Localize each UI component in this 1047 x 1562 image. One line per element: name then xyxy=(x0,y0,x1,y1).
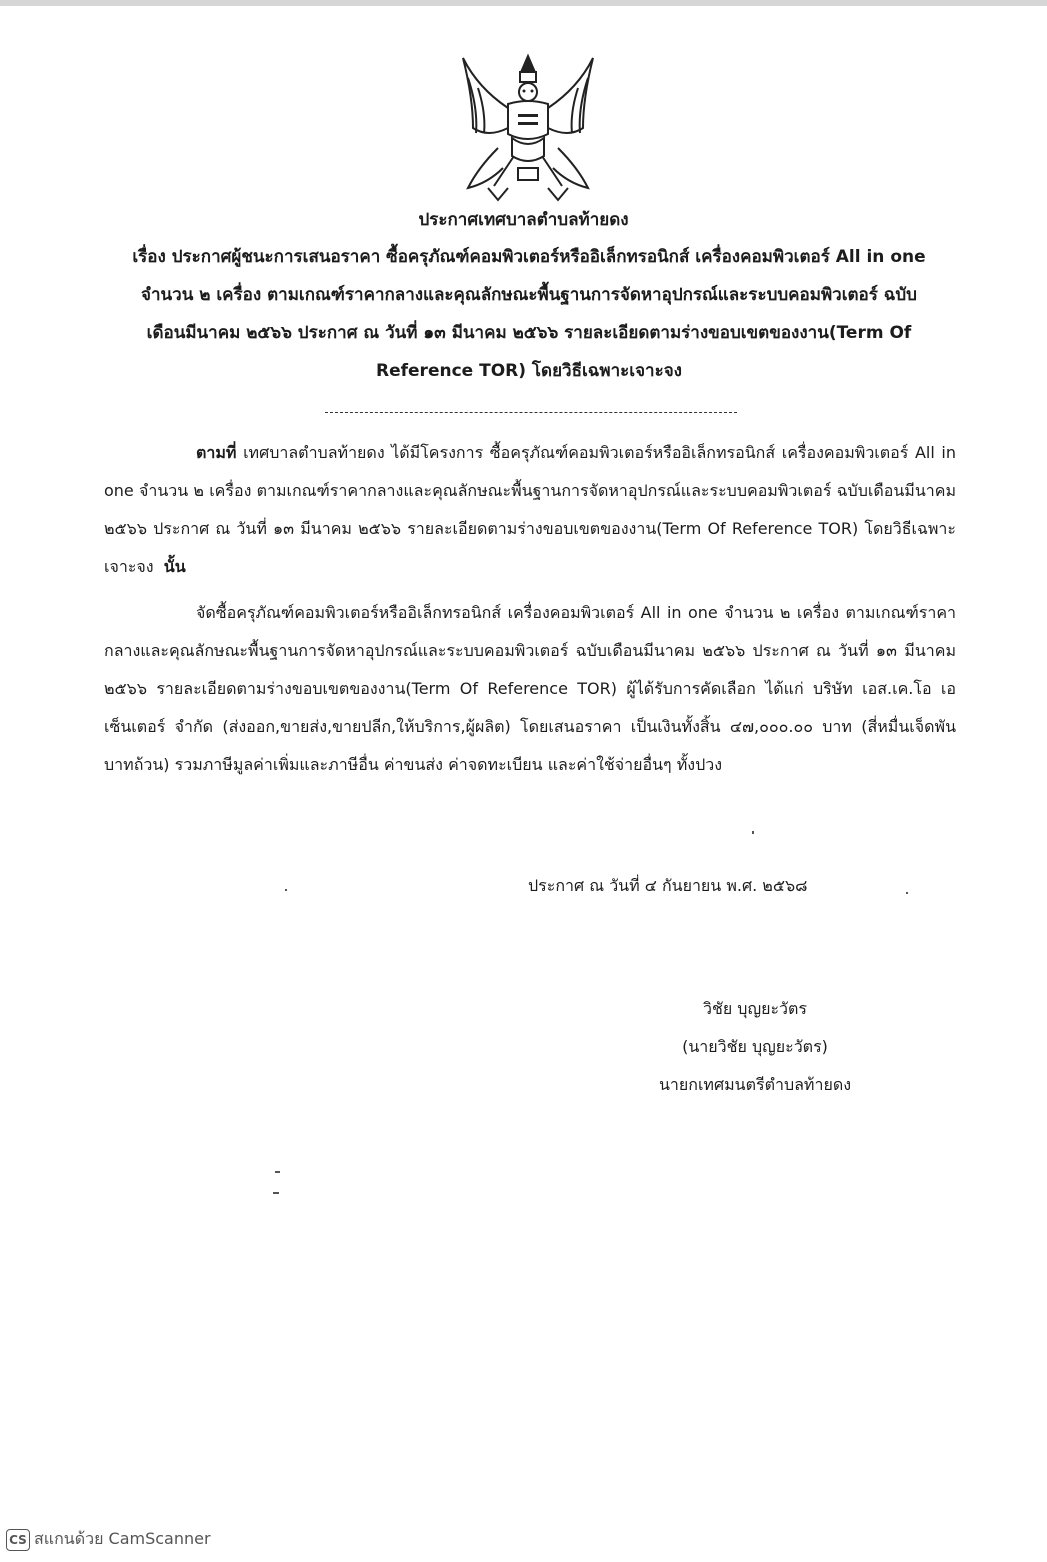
document-title: ประกาศเทศบาลตำบลท้ายดง xyxy=(418,210,629,230)
subject-line: เดือนมีนาคม ๒๕๖๖ ประกาศ ณ วันที่ ๑๓ มีนาคม ๒๕๖๖ รายละเอียดตามร่างขอบเขตของงาน(Term Of xyxy=(146,323,912,343)
subject-line: จำนวน ๒ เครื่อง ตามเกณฑ์ราคากลางและคุณลักษณะพื้นฐานการจัดหาอุปกรณ์และระบบคอมพิวเตอร์ ฉบับ xyxy=(141,285,917,305)
section-divider xyxy=(325,412,737,413)
printed-name: (นายวิชัย บุญยะวัตร) xyxy=(682,1037,828,1056)
camscanner-footer xyxy=(6,1527,211,1552)
garuda-emblem-icon xyxy=(448,48,608,206)
document-subject xyxy=(104,238,954,390)
paragraph-body: จัดซื้อครุภัณฑ์คอมพิวเตอร์หรืออิเล็กทรอนิกส์ เครื่องคอมพิวเตอร์ All in one จำนวน ๒ เครื่อง ตามเกณฑ์ราคากลางและคุณลักษณะพื้นฐานการจัดหาอุปกรณ์และระบบคอมพิวเตอร์ ฉบับเดือนมีนาคม ๒๕๖๖ ประกาศ ณ วันที่ ๑๓ มีนาคม ๒๕๖๖ รายละเอียดตามร่างขอบเขตของงาน(Term Of Reference TOR) ผู้ได้รับการคัดเลือก ได้แก่ บริษัท เอส.เค.โอ เอ เซ็นเตอร์ จำกัด (ส่งออก,ขายส่ง,ขายปลีก,ให้บริการ,ผู้ผลิต) โดยเสนอราคา เป็นเงินทั้งสิ้น ๔๗,๐๐๐.๐๐ บาท (สี่หมื่นเจ็ดพันบาทถ้วน) รวมภาษีมูลค่าเพิ่มและภาษีอื่น ค่าขนส่ง ค่าจดทะเบียน และค่าใช้จ่ายอื่นๆ ทั้งปวง xyxy=(104,603,956,774)
scan-edge xyxy=(0,0,1047,6)
scan-speck xyxy=(906,892,908,894)
camscanner-logo: CS xyxy=(6,1529,30,1551)
paragraph-lead: ตามที่ xyxy=(196,443,237,462)
scan-speck xyxy=(752,831,754,834)
paragraph-award xyxy=(104,594,956,784)
scan-speck xyxy=(273,1192,279,1194)
subject-line: เรื่อง ประกาศผู้ชนะการเสนอราคา ซื้อครุภัณฑ์คอมพิวเตอร์หรืออิเล็กทรอนิกส์ เครื่องคอมพิวเตอร์ All in one xyxy=(132,247,926,267)
paragraph-project xyxy=(104,434,956,586)
signed-name: วิชัย บุญยะวัตร xyxy=(702,999,808,1018)
subject-line: Reference TOR) โดยวิธีเฉพาะเจาะจง xyxy=(376,361,682,381)
announce-date: ประกาศ ณ วันที่ ๔ กันยายน พ.ศ. ๒๕๖๘ xyxy=(528,876,808,895)
footer-text: สแกนด้วย CamScanner xyxy=(34,1529,211,1548)
scan-speck xyxy=(275,1171,280,1173)
scan-speck xyxy=(285,889,287,891)
paragraph-tail: นั้น xyxy=(163,557,186,576)
signature-block xyxy=(600,990,910,1104)
signer-position: นายกเทศมนตรีตำบลท้ายดง xyxy=(658,1075,852,1094)
paragraph-body: เทศบาลตำบลท้ายดง ได้มีโครงการ ซื้อครุภัณฑ์คอมพิวเตอร์หรืออิเล็กทรอนิกส์ เครื่องคอมพิวเตอร์ All in one จำนวน ๒ เครื่อง ตามเกณฑ์ราคากลางและคุณลักษณะพื้นฐานการจัดหาอุปกรณ์และระบบคอมพิวเตอร์ ฉบับเดือนมีนาคม ๒๕๖๖ ประกาศ ณ วันที่ ๑๓ มีนาคม ๒๕๖๖ รายละเอียดตามร่างขอบเขตของงาน(Term Of Reference TOR) โดยวิธีเฉพาะเจาะจง xyxy=(104,443,956,576)
